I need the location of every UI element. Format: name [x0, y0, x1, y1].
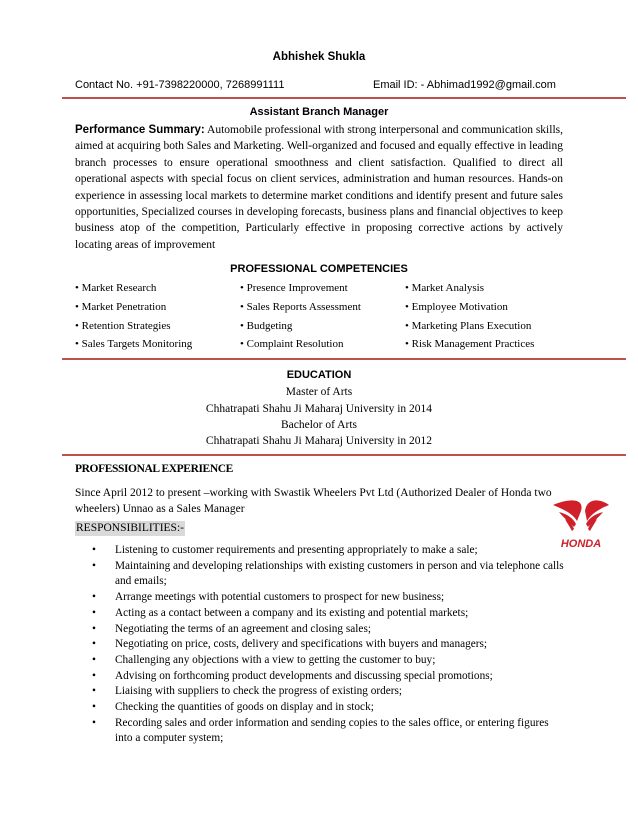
responsibilities-label: RESPONSIBILITIES:- — [76, 522, 184, 534]
bullet-icon: • — [92, 606, 96, 619]
competency-item: • Budgeting — [240, 320, 293, 332]
list-item — [84, 716, 564, 747]
responsibility-text: Negotiating the terms of an agreement and closing sales; — [115, 622, 371, 635]
responsibility-text: Liaising with suppliers to check the progress of existing orders; — [115, 685, 403, 698]
bullet-icon: • — [92, 685, 96, 698]
education-heading: EDUCATION — [286, 369, 352, 381]
competency-item: • Marketing Plans Execution — [405, 320, 532, 332]
responsibility-text: Listening to customer requirements and presenting appropriately to make a sale; — [115, 544, 478, 556]
competency-item: • Market Analysis — [405, 282, 485, 294]
competency-item: • Retention Strategies — [75, 320, 171, 332]
list-item — [84, 543, 564, 559]
competency-item: • Sales Reports Assessment — [240, 301, 361, 313]
list-item — [84, 559, 564, 590]
logo-text: HONDA — [560, 538, 602, 550]
responsibility-text: Checking the quantities of goods on display and in stock; — [115, 701, 374, 714]
competency-item: • Complaint Resolution — [240, 338, 344, 350]
list-item — [84, 590, 564, 606]
responsibility-text: Negotiating on price, costs, delivery and specifications with buyers and managers; — [115, 638, 488, 651]
email-address: Email ID: - Abhimad1992@gmail.com — [373, 79, 556, 91]
position-title: Assistant Branch Manager — [249, 106, 389, 118]
responsibilities-list — [84, 543, 564, 747]
bullet-icon: • — [92, 591, 96, 604]
competency-item: • Market Research — [75, 282, 157, 294]
degree-masters: Master of Arts — [285, 386, 353, 398]
bullet-icon: • — [92, 653, 96, 666]
responsibility-text: Advising on forthcoming product developments and discussing special promotions; — [115, 669, 493, 682]
candidate-name: Abhishek Shukla — [272, 51, 366, 63]
list-item — [84, 684, 564, 700]
list-item — [84, 700, 564, 716]
degree-bachelors: Bachelor of Arts — [280, 419, 357, 431]
list-item — [84, 653, 564, 669]
responsibility-text: Acting as a contact between a company and its existing and potential markets; — [115, 606, 469, 619]
list-item — [84, 637, 564, 653]
header-divider — [62, 97, 626, 99]
experience-intro: Since April 2012 to present –working with Swastik Wheelers Pvt Ltd (Authorized Dealer of Honda two wheelers) Unnao as a Sales Manager — [75, 487, 552, 515]
performance-summary — [75, 122, 563, 253]
competency-item: • Sales Targets Monitoring — [75, 338, 193, 350]
responsibility-text: Arrange meetings with potential customers to prospect for new business; — [115, 591, 445, 604]
bullet-icon: • — [92, 669, 96, 682]
contact-number: Contact No. +91-7398220000, 7268991111 — [75, 79, 285, 91]
bullet-icon: • — [92, 544, 96, 556]
experience-heading: PROFESSIONAL EXPERIENCE — [75, 463, 233, 475]
list-item — [84, 606, 564, 622]
responsibility-text: Challenging any objections with a view to getting the customer to buy; — [115, 653, 436, 666]
university-masters: Chhatrapati Shahu Ji Maharaj University in 2014 — [205, 403, 433, 415]
competency-item: • Employee Motivation — [405, 301, 508, 313]
bullet-icon: • — [92, 622, 96, 635]
list-item — [84, 622, 564, 638]
responsibility-text: Maintaining and developing relationships with existing customers in person and via telephone calls and emails; — [115, 559, 564, 588]
summary-text: Automobile professional with strong interpersonal and communication skills, aimed at acquiring both Sales and Marketing. Well-organized and focused and equally effective in leading branch processes to ensure operational smoothness and client satisfaction. Qualified to direct all operational aspects with special focus on client services, administration and human resources. Hands-on experience in assessing local markets to determine market conditions and identify present and future sales opportunities, Specialized courses in developing forecasts, business plans and financial objectives to keep business atop of the competition, Particularly effective in proposing corrective actions by actively locating areas of improvement — [75, 124, 563, 251]
list-item — [84, 669, 564, 685]
competency-item: • Market Penetration — [75, 301, 167, 313]
bullet-icon: • — [92, 701, 96, 714]
competencies-divider — [62, 358, 626, 360]
bullet-icon: • — [92, 638, 96, 651]
bullet-icon: • — [92, 716, 96, 729]
bullet-icon: • — [92, 559, 96, 572]
education-divider — [62, 454, 626, 456]
responsibility-text: Recording sales and order information and sending copies to the sales office, or entering figures into a computer system; — [115, 716, 549, 745]
competencies-heading: PROFESSIONAL COMPETENCIES — [230, 263, 408, 275]
competency-item: • Risk Management Practices — [405, 338, 535, 350]
university-bachelors: Chhatrapati Shahu Ji Maharaj University in 2012 — [205, 435, 433, 447]
competency-item: • Presence Improvement — [240, 282, 348, 294]
summary-label: Performance Summary: — [75, 124, 205, 136]
